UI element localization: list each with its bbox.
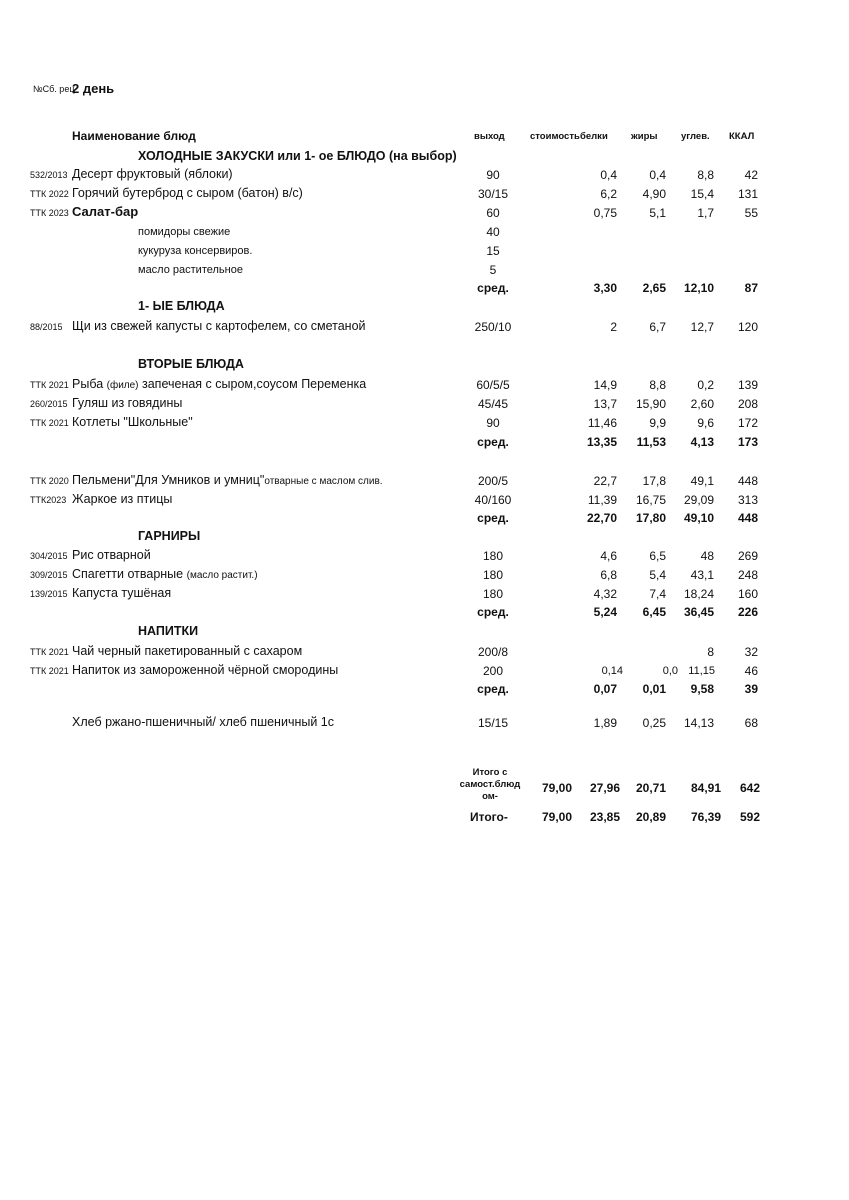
row-carb: 1,7	[697, 206, 714, 220]
average-kcal: 173	[737, 435, 758, 449]
row-name-part: Спагетти отварные	[72, 567, 184, 581]
row-protein: 14,9	[593, 378, 617, 392]
row-code: ТТК 2020	[30, 476, 69, 486]
average-label: сред.	[477, 682, 509, 696]
row-fat: 16,75	[635, 493, 666, 507]
row-fat: 6,5	[649, 549, 666, 563]
row-protein: 0,14	[601, 665, 623, 677]
row-name	[72, 473, 383, 487]
row-name: Десерт фруктовый (яблоки)	[72, 167, 233, 181]
row-name: Напиток из замороженной чёрной смородины	[72, 663, 339, 677]
total-cost: 79,00	[541, 781, 572, 795]
row-kcal: 172	[737, 416, 758, 430]
row-protein: 11,39	[587, 493, 617, 507]
row-protein: 0,75	[593, 206, 617, 220]
total-fat: 20,71	[635, 781, 666, 795]
row-code: ТТК 2021	[30, 647, 69, 657]
row-yield: 180	[482, 549, 504, 563]
row-protein: 6,8	[600, 568, 617, 582]
average-fat: 11,53	[636, 435, 666, 449]
row-code: ТТК 2021	[30, 418, 69, 428]
average-label: сред.	[477, 281, 509, 295]
row-yield: 250/10	[474, 320, 512, 334]
row-protein: 4,6	[600, 549, 617, 563]
average-protein: 5,24	[593, 605, 617, 619]
row-kcal: 55	[744, 206, 758, 220]
row-name: Чай черный пакетированный с сахаром	[72, 644, 303, 658]
ingredient-yield: 5	[489, 263, 497, 277]
total-kcal: 592	[739, 810, 760, 824]
row-name-part: запеченая с сыром,соусом Переменка	[142, 377, 367, 391]
row-yield: 40/160	[474, 493, 512, 507]
col-header-name: Наименование блюд	[72, 129, 196, 143]
average-fat: 6,45	[642, 605, 666, 619]
row-protein: 22,7	[593, 474, 617, 488]
average-protein: 13,35	[586, 435, 617, 449]
average-carb: 4,13	[690, 435, 714, 449]
average-carb: 36,45	[683, 605, 714, 619]
row-carb: 11,15	[688, 665, 715, 677]
row-name-part: Пельмени"Для Умников и умниц"	[72, 473, 265, 487]
row-protein: 6,2	[600, 187, 617, 201]
col-header-kcal: ККАЛ	[729, 131, 755, 142]
row-fat: 8,8	[649, 378, 666, 392]
average-carb: 9,58	[690, 682, 714, 696]
average-protein: 3,30	[593, 281, 617, 295]
day-title: 2 день	[72, 81, 115, 96]
average-label: сред.	[477, 605, 509, 619]
row-kcal: 131	[737, 187, 758, 201]
row-name	[72, 377, 366, 391]
row-kcal: 68	[744, 716, 758, 730]
row-carb: 9,6	[697, 416, 714, 430]
row-code: 88/2015	[30, 322, 63, 332]
row-name: Горячий бутерброд с сыром (батон) в/с)	[72, 186, 303, 200]
row-carb: 48	[700, 549, 714, 563]
average-fat: 2,65	[642, 281, 666, 295]
row-carb: 49,1	[690, 474, 714, 488]
row-fat: 6,7	[649, 320, 666, 334]
row-name: Рис отварной	[72, 548, 151, 562]
row-kcal: 208	[737, 397, 758, 411]
row-code: 532/2013	[30, 170, 68, 180]
row-carb: 43,1	[690, 568, 714, 582]
row-name: Жаркое из птицы	[72, 492, 173, 506]
section-drinks: НАПИТКИ	[138, 624, 199, 638]
row-code: 304/2015	[30, 551, 68, 561]
average-protein: 22,70	[586, 511, 617, 525]
row-name-note: (масло растит.)	[186, 570, 258, 581]
row-protein: 1,89	[593, 716, 617, 730]
row-kcal: 139	[737, 378, 758, 392]
row-kcal: 248	[737, 568, 758, 582]
col-header-carb: углев.	[681, 131, 710, 142]
row-fat: 9,9	[649, 416, 666, 430]
ingredient-yield: 15	[486, 244, 500, 258]
row-yield: 200/5	[477, 474, 509, 488]
total-carb: 84,91	[690, 781, 721, 795]
average-label: сред.	[477, 511, 509, 525]
row-kcal: 313	[737, 493, 758, 507]
average-kcal: 226	[737, 605, 758, 619]
total-label-line: самост.блюд	[459, 779, 521, 790]
row-fat: 0,25	[642, 716, 666, 730]
row-protein: 13,7	[593, 397, 617, 411]
row-name	[72, 567, 258, 581]
row-fat: 0,4	[649, 168, 666, 182]
ingredient-yield: 40	[486, 225, 500, 239]
total-carb: 76,39	[690, 810, 721, 824]
row-kcal: 120	[737, 320, 758, 334]
average-kcal: 39	[744, 682, 758, 696]
row-kcal: 448	[737, 474, 758, 488]
average-protein: 0,07	[593, 682, 617, 696]
row-code: 260/2015	[30, 399, 68, 409]
row-kcal: 269	[737, 549, 758, 563]
row-protein: 11,46	[587, 416, 617, 430]
row-carb: 0,2	[697, 378, 714, 392]
section-second-courses: ВТОРЫЕ БЛЮДА	[138, 357, 244, 371]
average-carb: 49,10	[683, 511, 714, 525]
row-carb: 14,13	[683, 716, 714, 730]
row-code: 309/2015	[30, 570, 68, 580]
row-yield: 60/5/5	[476, 378, 510, 392]
row-fat: 0,0	[662, 665, 678, 677]
section-first-courses: 1- ЫЕ БЛЮДА	[138, 299, 225, 313]
row-kcal: 42	[744, 168, 758, 182]
row-yield: 200/8	[477, 645, 509, 659]
row-yield: 90	[486, 416, 500, 430]
col-header-yield: выход	[474, 131, 505, 142]
total-label-line: Итого с	[472, 767, 508, 778]
section-cold-appetizers: ХОЛОДНЫЕ ЗАКУСКИ или 1- ое БЛЮДО (на выбор)	[138, 149, 457, 163]
average-fat: 0,01	[642, 682, 666, 696]
row-yield: 180	[482, 587, 504, 601]
col-header-fat: жиры	[631, 131, 658, 142]
total-label: Итого-	[470, 810, 508, 824]
total-kcal: 642	[739, 781, 760, 795]
row-carb: 8	[707, 645, 714, 659]
row-name: Хлеб ржано-пшеничный/ хлеб пшеничный 1с	[72, 715, 334, 729]
row-fat: 4,90	[642, 187, 666, 201]
row-carb: 12,7	[690, 320, 714, 334]
total-protein: 27,96	[589, 781, 620, 795]
row-kcal: 32	[744, 645, 758, 659]
row-code: ТТК 2021	[30, 666, 69, 676]
row-name: Щи из свежей капусты с картофелем, со сметаной	[72, 319, 366, 333]
average-fat: 17,80	[635, 511, 666, 525]
row-kcal: 160	[737, 587, 758, 601]
row-code: ТТК 2023	[30, 208, 69, 218]
row-fat: 15,90	[635, 397, 666, 411]
row-yield: 180	[482, 568, 504, 582]
row-name: Капуста тушёная	[72, 586, 172, 600]
row-protein: 2	[610, 320, 617, 334]
row-name-note: (филе)	[106, 380, 139, 391]
recipe-code-label: №Сб. рец	[33, 84, 75, 94]
row-carb: 8,8	[697, 168, 714, 182]
row-carb: 15,4	[690, 187, 714, 201]
row-name: Котлеты "Школьные"	[72, 415, 193, 429]
row-code: 139/2015	[30, 589, 68, 599]
row-name-note: отварные с маслом слив.	[264, 476, 383, 487]
row-yield: 15/15	[477, 716, 509, 730]
row-yield: 200	[482, 664, 504, 678]
total-label-line: ом-	[482, 791, 498, 802]
row-carb: 29,09	[683, 493, 714, 507]
ingredient-name: помидоры свежие	[138, 226, 231, 238]
ingredient-name: кукуруза консервиров.	[138, 245, 253, 257]
row-yield: 30/15	[477, 187, 509, 201]
total-protein: 23,85	[589, 810, 620, 824]
col-header-cost: стоимость	[530, 131, 580, 142]
total-cost: 79,00	[541, 810, 572, 824]
row-code: ТТК 2021	[30, 380, 69, 390]
total-fat: 20,89	[635, 810, 666, 824]
row-protein: 0,4	[600, 168, 617, 182]
row-yield: 45/45	[477, 397, 509, 411]
row-name: Салат-бар	[72, 204, 139, 219]
row-yield: 90	[486, 168, 500, 182]
row-fat: 17,8	[642, 474, 666, 488]
average-label: сред.	[477, 435, 509, 449]
section-garnishes: ГАРНИРЫ	[138, 529, 201, 543]
row-name: Гуляш из говядины	[72, 396, 183, 410]
row-code: ТТК 2022	[30, 189, 69, 199]
row-fat: 5,4	[649, 568, 666, 582]
average-carb: 12,10	[683, 281, 714, 295]
average-kcal: 448	[737, 511, 758, 525]
row-name-part: Рыба	[72, 377, 104, 391]
row-carb: 18,24	[683, 587, 714, 601]
row-code: ТТК2023	[30, 495, 67, 505]
row-protein: 4,32	[593, 587, 617, 601]
row-yield: 60	[486, 206, 500, 220]
row-fat: 7,4	[649, 587, 666, 601]
row-carb: 2,60	[690, 397, 714, 411]
row-fat: 5,1	[649, 206, 666, 220]
row-kcal: 46	[744, 664, 758, 678]
col-header-protein: белки	[580, 131, 608, 142]
ingredient-name: масло растительное	[138, 264, 243, 276]
average-kcal: 87	[744, 281, 758, 295]
